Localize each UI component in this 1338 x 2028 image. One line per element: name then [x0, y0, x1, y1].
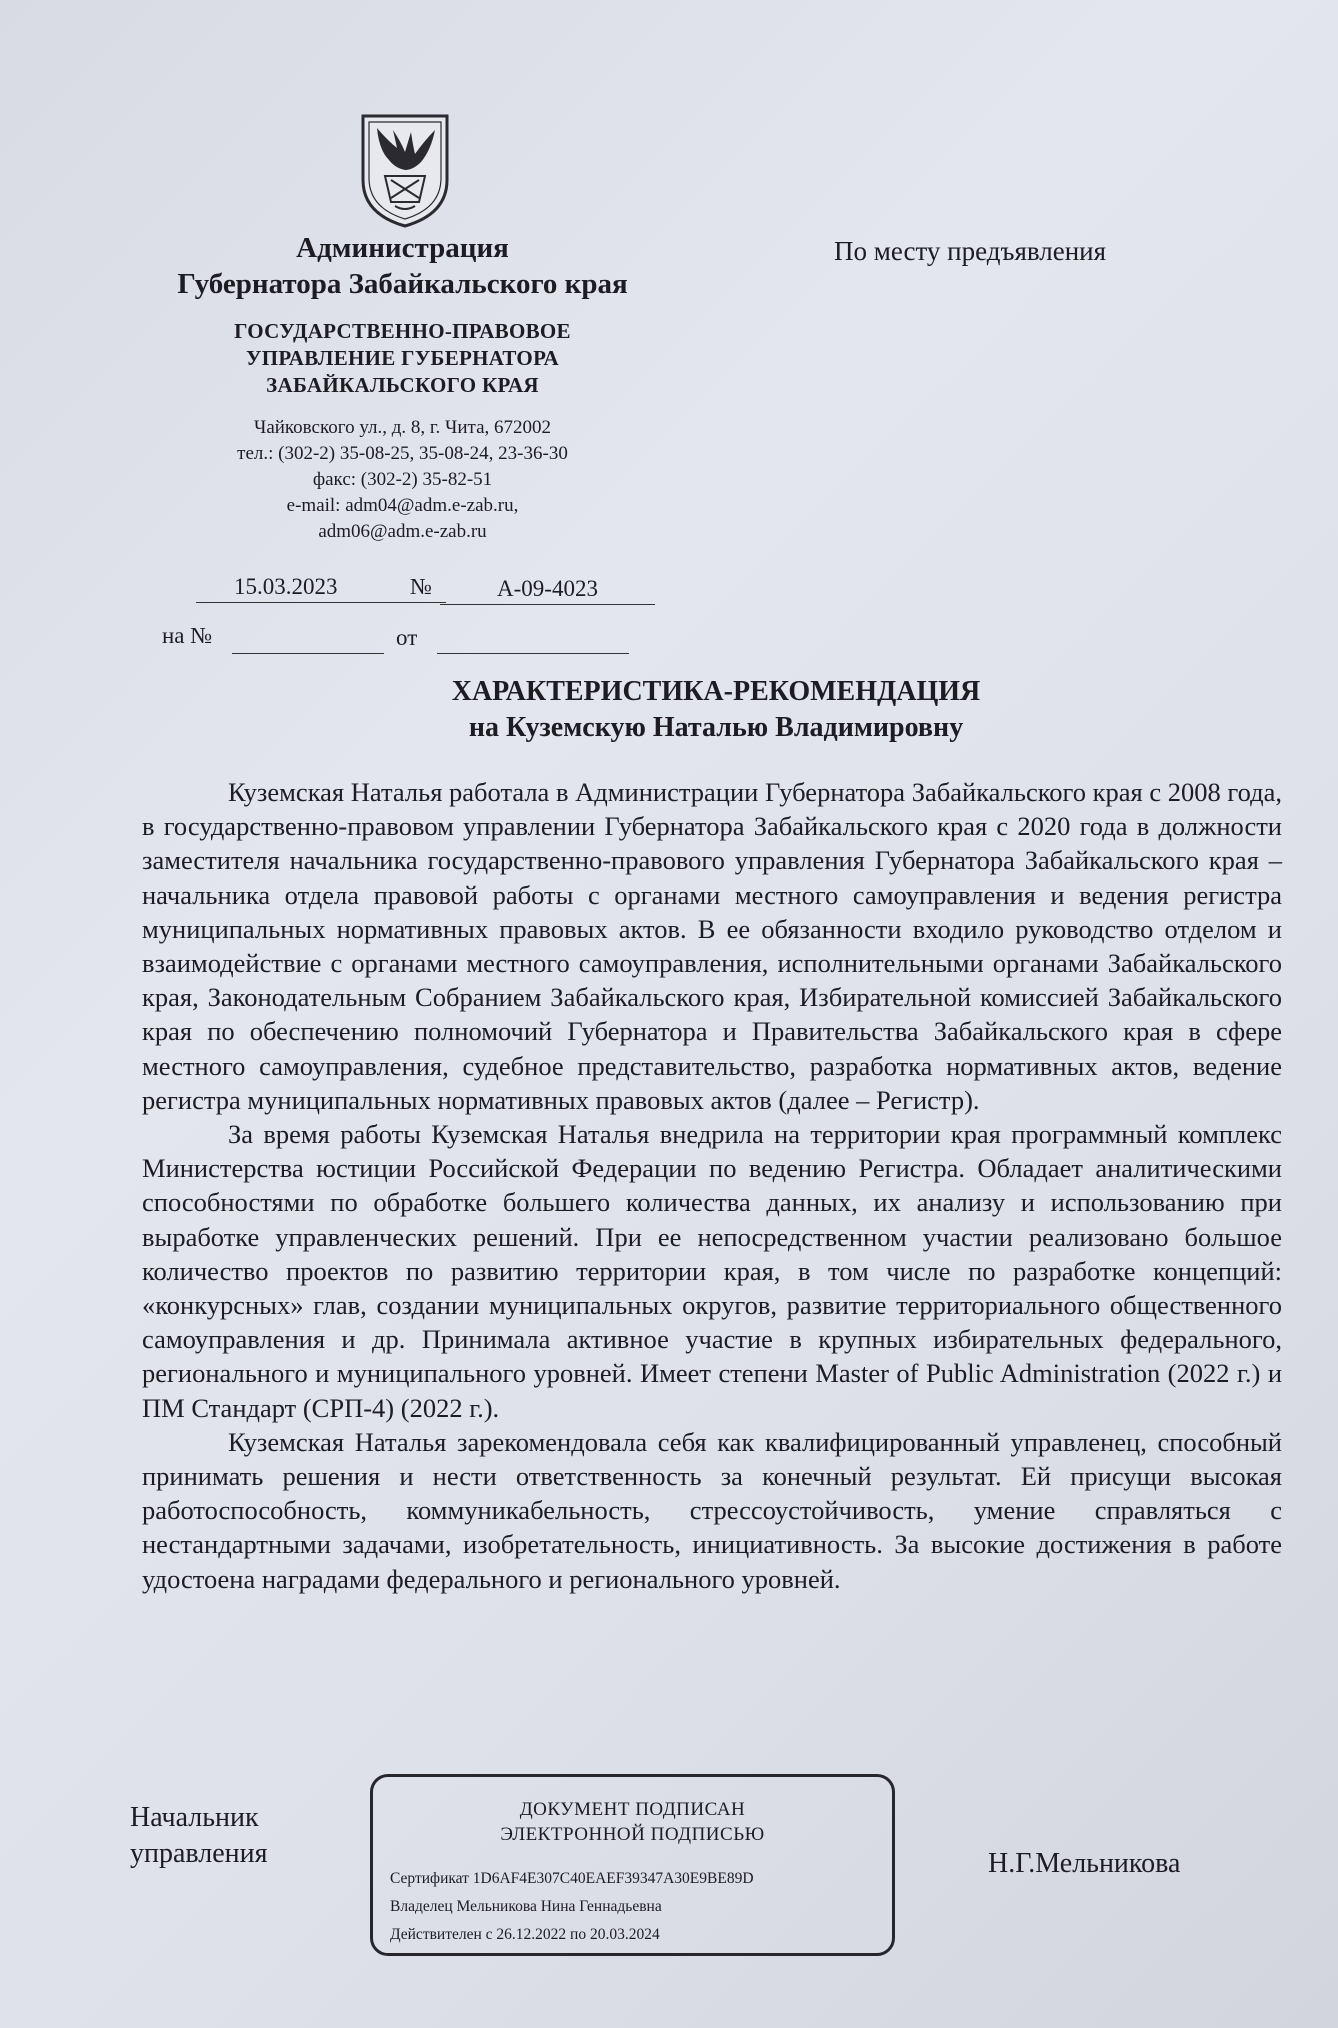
signatory-name: Н.Г.Мельникова — [988, 1848, 1181, 1879]
department-name — [140, 318, 665, 399]
document-title — [300, 674, 1132, 746]
contact-block — [140, 415, 665, 545]
position-line: управления — [130, 1838, 268, 1869]
dept-line: УПРАВЛЕНИЕ ГУБЕРНАТОРА — [246, 346, 559, 370]
position-line: Начальник — [130, 1802, 259, 1833]
reference-date-blank — [437, 626, 629, 654]
email: e-mail: adm04@adm.e-zab.ru, — [286, 495, 519, 516]
coat-of-arms-icon — [355, 110, 455, 230]
title-line: ХАРАКТЕРИСТИКА-РЕКОМЕНДАЦИЯ — [451, 676, 981, 707]
organization-name — [100, 230, 705, 302]
address: Чайковского ул., д. 8, г. Чита, 672002 — [253, 417, 552, 438]
document-body — [142, 775, 1282, 1596]
paragraph: Куземская Наталья работала в Администрации Губернатора Забайкальского края с 2008 года, в государственно-правовом управлении Губернатора Забайкальского края с 2020 года в должности заместителя начальника государственно-правового управления Губернатора Забайкальского края – начальника отдела правовой работы с органами местного самоуправления и ведения регистра муниципальных нормативных правовых актов. В ее обязанности входило руководство отделом и взаимодействие с органами местного самоуправления, исполнительными органами Забайкальского края, Законодательным Собранием Забайкальского края, Избирательной комиссией Забайкальского края по обеспечению полномочий Губернатора и Правительства Забайкальского края в сфере местного самоуправления, судебное представительство, разработка нормативных актов, ведение регистра муниципальных нормативных правовых актов (далее – Регистр). — [142, 777, 1282, 1115]
phone: тел.: (302-2) 35-08-25, 35-08-24, 23-36-30 — [237, 443, 568, 464]
paragraph: За время работы Куземская Наталья внедрила на территории края программный комплекс Министерства юстиции Российской Федерации по ведению Регистра. Обладает аналитическими способностями по обработке большего количества данных, их анализу и использованию при выработке управленческих решений. При ее непосредственном участии реализовано большое количество проектов по развитию территории края, в том числе по разработке концепций: «конкурсных» глав, создании муниципальных округов, развитие территориального общественного самоуправления и др. Принимала активное участие в крупных избирательных федерального, регионального и муниципального уровней. Имеет степени Master of Public Administration (2022 г.) и ПМ Стандарт (СРП-4) (2022 г.). — [142, 1119, 1282, 1423]
stamp-validity: Действителен с 26.12.2022 по 20.03.2024 — [390, 1926, 660, 1943]
org-line: Администрация — [296, 232, 509, 264]
stamp-title-line: ДОКУМЕНТ ПОДПИСАН — [519, 1799, 746, 1820]
stamp-owner: Владелец Мельникова Нина Геннадьевна — [390, 1898, 662, 1915]
electronic-signature-stamp — [370, 1774, 895, 1956]
fax: факс: (302-2) 35-82-51 — [312, 469, 493, 490]
email: adm06@adm.e-zab.ru — [318, 521, 487, 542]
paragraph: Куземская Наталья зарекомендовала себя как квалифицированный управленец, способный принимать решения и нести ответственность за конечный результат. Ей присущи высокая работоспособность, коммуникабельность, стрессоустойчивость, умение справляться с нестандартными задачами, изобретательность, инициативность. За высокие достижения в работе удостоена наградами федерального и регионального уровней. — [142, 1426, 1282, 1594]
stamp-title — [373, 1797, 892, 1847]
registration-number-label: № — [410, 574, 432, 599]
org-line: Губернатора Забайкальского края — [177, 268, 628, 300]
registration-date: 15.03.2023 — [196, 572, 446, 603]
registration-number: А-09-4023 — [440, 574, 655, 605]
signatory-position — [130, 1800, 268, 1872]
addressee: По месту предъявления — [834, 236, 1107, 266]
stamp-title-line: ЭЛЕКТРОННОЙ ПОДПИСЬЮ — [500, 1824, 765, 1845]
reference-date-label: от — [396, 625, 418, 650]
stamp-details — [390, 1865, 754, 1949]
dept-line: ГОСУДАРСТВЕННО-ПРАВОВОЕ — [234, 319, 571, 343]
reference-number-label: на № — [162, 623, 213, 648]
title-subline: на Куземскую Наталью Владимировну — [468, 712, 964, 743]
reference-number-blank — [232, 626, 384, 654]
dept-line: ЗАБАЙКАЛЬСКОГО КРАЯ — [266, 373, 539, 397]
stamp-certificate: Сертификат 1D6AF4E307C40EAEF39347A30E9BE89D — [390, 1870, 754, 1887]
